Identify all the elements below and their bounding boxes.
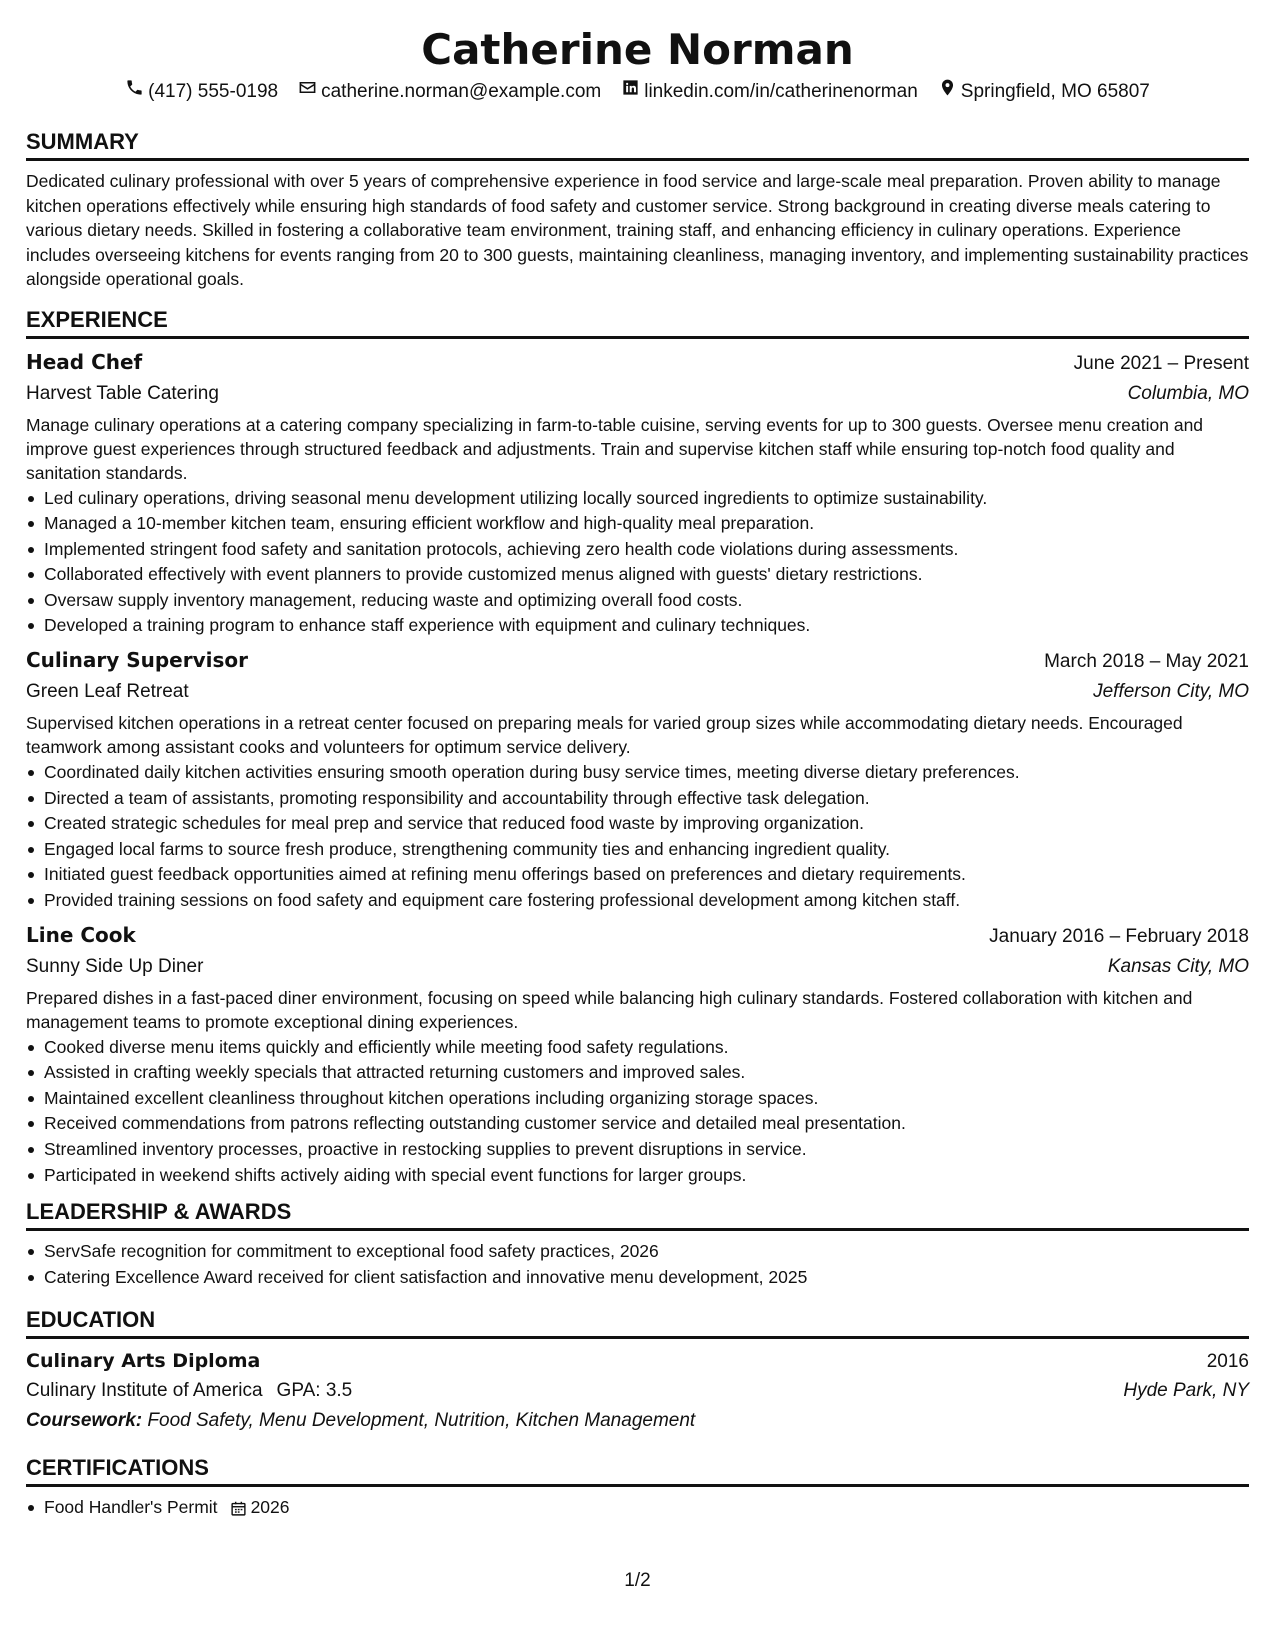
job-subheader (26, 677, 1249, 707)
job-description: Supervised kitchen operations in a retreat center focused on preparing meals for varied group sizes while accommodating dietary needs. Encouraged teamwork among assistant cooks and volunteers for optimum service delivery. (26, 713, 1183, 758)
job-bullets (26, 760, 1249, 914)
bullet-item: Participated in weekend shifts actively aiding with special event functions for larger groups. (26, 1163, 1249, 1189)
bullet-item: Maintained excellent cleanliness throughout kitchen operations including organizing storage spaces. (26, 1086, 1249, 1112)
contact-bar (26, 78, 1249, 106)
section-title-education: EDUCATION (26, 1306, 1249, 1339)
bullet-item: Directed a team of assistants, promoting responsibility and accountability through effective task delegation. (26, 786, 1249, 812)
certification-row (44, 1495, 1249, 1521)
section-title-summary: SUMMARY (26, 128, 1249, 161)
email-link[interactable]: catherine.norman@example.com (321, 81, 602, 102)
job-subheader (26, 952, 1249, 982)
bullet-item: Created strategic schedules for meal prep and service that reduced food waste by improving organization. (26, 811, 1249, 837)
linkedin-link[interactable]: linkedin.com/in/catherinenorman (644, 81, 918, 102)
phone-icon (125, 78, 144, 106)
certification-year: 2026 (250, 1497, 290, 1518)
award-item: ServSafe recognition for commitment to exceptional food safety practices, 2026 (26, 1239, 1249, 1265)
job-description: Prepared dishes in a fast-paced diner environment, focusing on speed while balancing high culinary standards. Fostered collaboration with kitchen and management teams to promote exceptional dining experiences. (26, 987, 1193, 1032)
resume-page (26, 24, 1249, 1521)
job-location: Columbia, MO (1127, 382, 1249, 404)
job-dates: January 2016 – February 2018 (989, 925, 1249, 947)
bullet-item: Developed a training program to enhance staff experience with equipment and culinary techniques. (26, 613, 1249, 639)
location-pin-icon (938, 78, 957, 106)
education-school-line (26, 1376, 352, 1406)
awards-list (26, 1239, 1249, 1290)
section-title-awards: LEADERSHIP & AWARDS (26, 1198, 1249, 1231)
bullet-item: Collaborated effectively with event planners to provide customized menus aligned with guests' dietary restrictions. (26, 562, 1249, 588)
job-location: Jefferson City, MO (1093, 681, 1249, 703)
contact-phone (125, 78, 278, 106)
bullet-item: Received commendations from patrons reflecting outstanding customer service and detailed meal presentation. (26, 1111, 1249, 1137)
job-subheader (26, 379, 1249, 409)
bullet-item: Oversaw supply inventory management, reducing waste and optimizing overall food costs. (26, 588, 1249, 614)
job-title: Head Chef (26, 349, 143, 374)
education-subheader (26, 1376, 1249, 1406)
summary-section (26, 128, 1249, 292)
certifications-list (26, 1495, 1249, 1521)
bullet-item: Coordinated daily kitchen activities ensuring smooth operation during busy service times, meeting diverse dietary preferences. (26, 760, 1249, 786)
bullet-item: Led culinary operations, driving seasonal menu development utilizing locally sourced ingredients to optimize sustainability. (26, 486, 1249, 512)
coursework-label: Coursework: (26, 1410, 143, 1432)
education-gpa: GPA: 3.5 (276, 1380, 353, 1402)
education-year: 2016 (1206, 1351, 1249, 1373)
education-section (26, 1306, 1249, 1436)
section-title-experience: EXPERIENCE (26, 306, 1249, 339)
job-entry (26, 645, 1249, 914)
bullet-item: Implemented stringent food safety and sanitation protocols, achieving zero health code violations during assessments. (26, 537, 1249, 563)
candidate-name: Catherine Norman (421, 25, 854, 74)
coursework-line (26, 1406, 1249, 1436)
job-title: Culinary Supervisor (26, 648, 249, 673)
summary-text: Dedicated culinary professional with over 5 years of comprehensive experience in food service and large-scale meal preparation. Proven ability to manage kitchen operations effectively while ensuring high standards of food safety and customer service. Strong background in creating diverse meals catering to various dietary needs. Skilled in fostering a collaborative team environment, training staff, and enhancing efficiency in culinary operations. Experience includes overseeing kitchens for events ranging from 20 to 300 guests, maintaining cleanliness, managing inventory, and implementing sustainability practices alongside operational goals. (26, 171, 1249, 289)
award-item: Catering Excellence Award received for client satisfaction and innovative menu development, 2025 (26, 1265, 1249, 1291)
job-company: Harvest Table Catering (26, 382, 219, 404)
page-number: 1/2 (624, 1570, 651, 1591)
certification-name: Food Handler's Permit (44, 1497, 218, 1518)
job-company: Green Leaf Retreat (26, 681, 189, 703)
bullet-item: Streamlined inventory processes, proactive in restocking supplies to prevent disruptions in service. (26, 1137, 1249, 1163)
bullet-item: Engaged local farms to source fresh produce, strengthening community ties and enhancing ingredient quality. (26, 837, 1249, 863)
experience-section (26, 306, 1249, 1189)
job-header (26, 347, 1249, 379)
coursework-text: Food Safety, Menu Development, Nutrition, Kitchen Management (147, 1410, 696, 1432)
job-bullets (26, 1035, 1249, 1189)
bullet-item: Provided training sessions on food safety and equipment care fostering professional development among kitchen staff. (26, 888, 1249, 914)
education-school: Culinary Institute of America (26, 1380, 263, 1402)
awards-section (26, 1198, 1249, 1290)
bullet-item: Cooked diverse menu items quickly and efficiently while meeting food safety regulations. (26, 1035, 1249, 1061)
certifications-section (26, 1454, 1249, 1521)
contact-location (938, 78, 1150, 106)
bullet-item: Assisted in crafting weekly specials that attracted returning customers and improved sales. (26, 1060, 1249, 1086)
contact-email[interactable] (298, 78, 601, 106)
certification-item (26, 1495, 1249, 1521)
location-text: Springfield, MO 65807 (960, 81, 1150, 102)
job-entry (26, 347, 1249, 640)
contact-linkedin[interactable] (621, 78, 918, 106)
job-title: Line Cook (26, 922, 136, 947)
linkedin-icon (621, 78, 640, 106)
bullet-item: Managed a 10-member kitchen team, ensuring efficient workflow and high-quality meal preparation. (26, 511, 1249, 537)
job-description: Manage culinary operations at a catering company specializing in farm-to-table cuisine, serving events for up to 300 guests. Oversee menu creation and improve guest experiences through structured feedback and adjustments. Train and supervise kitchen staff while ensuring top-notch food quality and sanitation standards. (26, 414, 1204, 483)
job-entry (26, 920, 1249, 1189)
section-title-certifications: CERTIFICATIONS (26, 1454, 1249, 1487)
job-header (26, 920, 1249, 952)
job-company: Sunny Side Up Diner (26, 955, 204, 977)
job-location: Kansas City, MO (1107, 955, 1249, 977)
job-header (26, 645, 1249, 677)
calendar-icon (230, 1500, 247, 1517)
job-bullets (26, 486, 1249, 640)
education-degree: Culinary Arts Diploma (26, 1350, 261, 1373)
education-location: Hyde Park, NY (1123, 1380, 1249, 1402)
education-header (26, 1347, 1249, 1376)
phone-text: (417) 555-0198 (148, 81, 279, 102)
bullet-item: Initiated guest feedback opportunities aimed at refining menu offerings based on preferences and dietary requirements. (26, 862, 1249, 888)
email-icon (298, 78, 317, 106)
job-dates: March 2018 – May 2021 (1044, 651, 1249, 673)
job-dates: June 2021 – Present (1073, 352, 1249, 374)
